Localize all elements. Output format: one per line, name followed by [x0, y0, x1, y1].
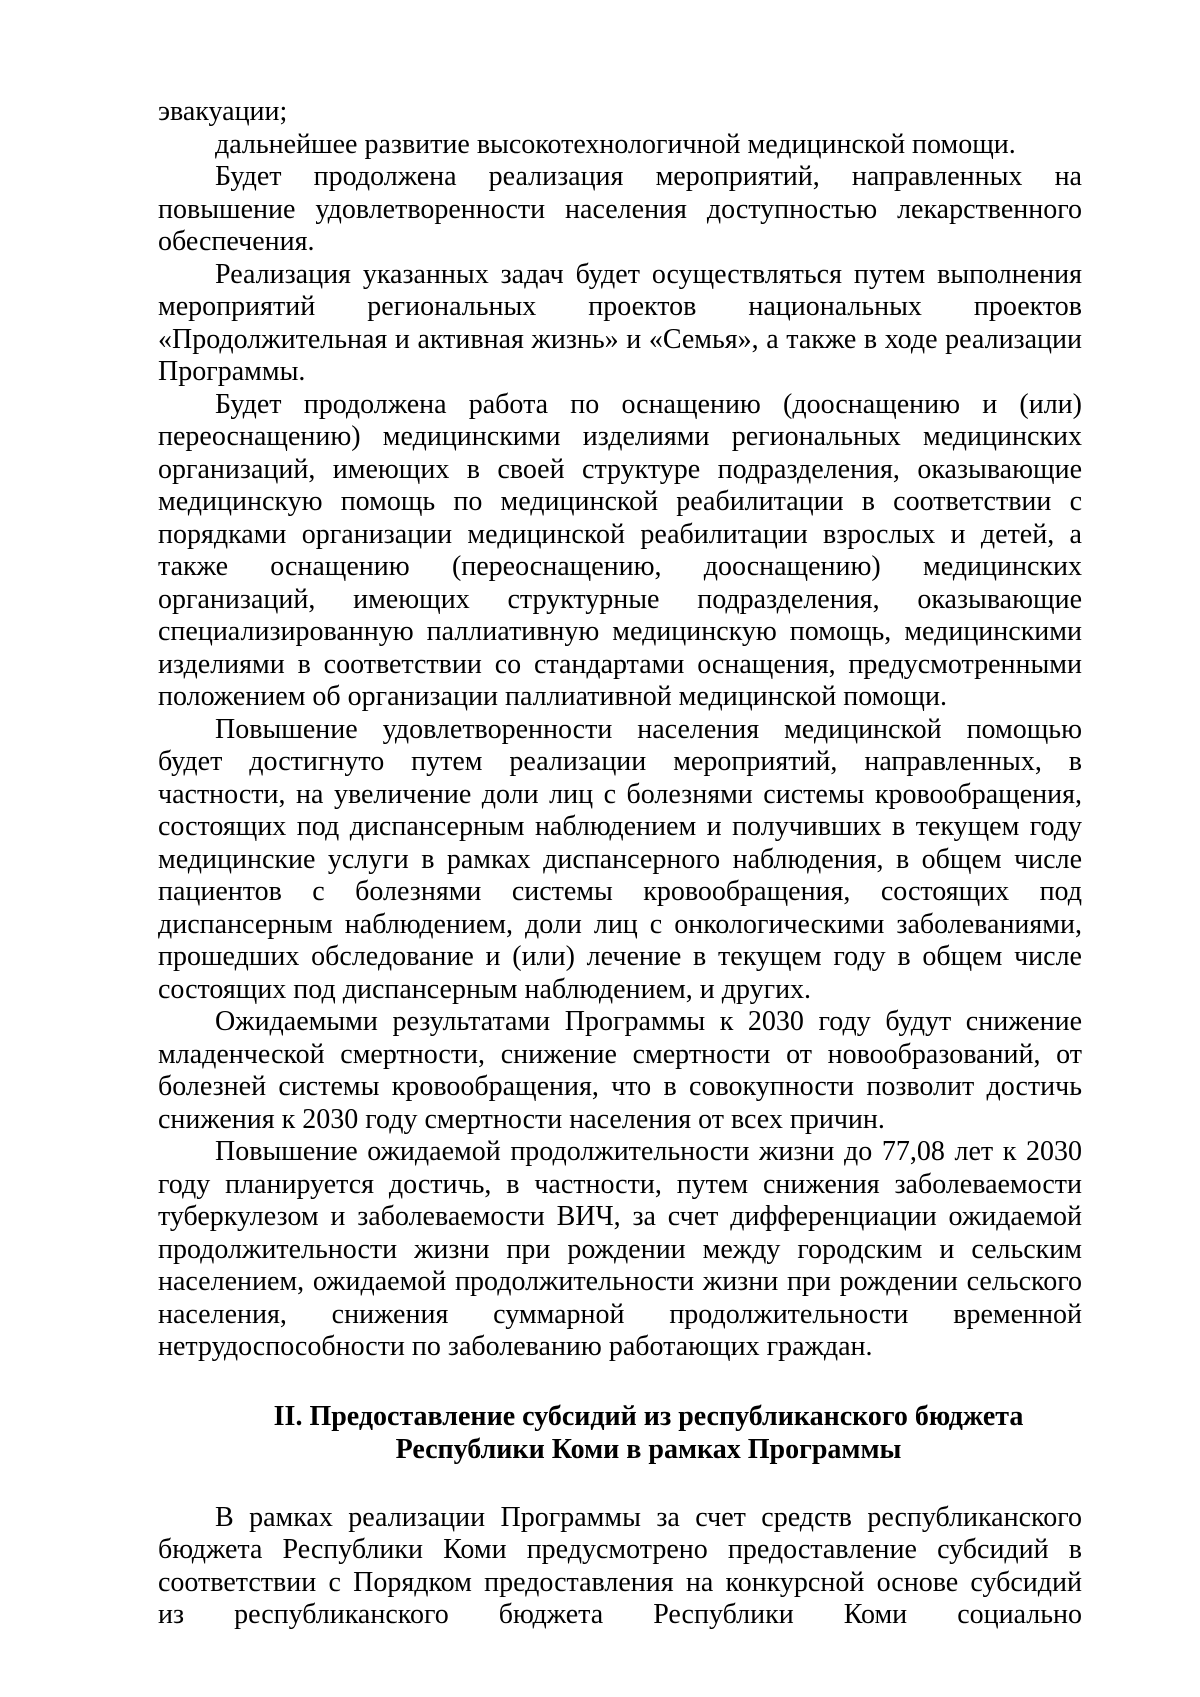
text-line: Реализация указанных задач будет осуществляться путем выполнения: [215, 258, 1082, 290]
text-line: соответствии с Порядком предоставления на конкурсной основе субсидий: [158, 1566, 1082, 1598]
text-line: Ожидаемыми результатами Программы к 2030 году будут снижение: [215, 1006, 1082, 1037]
text-line: бюджета Республики Коми предусмотрено предоставление субсидий в: [158, 1534, 1082, 1565]
text-line: туберкулезом и заболеваемости ВИЧ, за счет дифференциации ожидаемой: [158, 1201, 1082, 1232]
text-line: из республиканского бюджета Республики Коми социально: [158, 1599, 1082, 1630]
text-line: Повышение удовлетворенности населения медицинской помощью: [215, 713, 1082, 745]
text-line: дальнейшее развитие высокотехнологичной медицинской помощи.: [215, 128, 1016, 160]
text-line: «Продолжительная и активная жизнь» и «Семья», а также в ходе реализации: [158, 323, 1082, 355]
text-line: нетрудоспособности по заболеванию работающих граждан.: [158, 1331, 873, 1362]
text-line: пациентов с болезнями системы кровообращения, состоящих под: [158, 876, 1082, 907]
text-line: младенческой смертности, снижение смертности от новообразований, от: [158, 1038, 1082, 1070]
text-line: Будет продолжена работа по оснащению (дооснащению и (или): [215, 388, 1082, 420]
text-line: организаций, имеющих структурные подразделения, оказывающие: [158, 583, 1082, 615]
text-line: Программы.: [158, 356, 306, 387]
text-line: состоящих под диспансерным наблюдением и получивших в текущем году: [158, 811, 1082, 842]
text-line: изделиями в соответствии со стандартами оснащения, предусмотренными: [158, 648, 1082, 680]
paragraph: [158, 161, 1082, 259]
text-line: населением, ожидаемой продолжительности жизни при рождении сельского: [158, 1266, 1082, 1297]
text-line: также оснащению (переоснащению, дооснащению) медицинских: [158, 551, 1082, 582]
paragraph: [158, 96, 1082, 129]
section-heading-line-2: Республики Коми в рамках Программы: [395, 1433, 902, 1465]
text-line: обеспечения.: [158, 226, 315, 257]
document-page: [158, 96, 1082, 1632]
text-line: специализированную паллиативную медицинскую помощь, медицинскими: [158, 616, 1082, 647]
text-line: В рамках реализации Программы за счет средств республиканского: [215, 1501, 1082, 1533]
text-line: болезней системы кровообращения, что в совокупности позволит достичь: [158, 1071, 1082, 1102]
text-line: снижения к 2030 году смертности населения от всех причин.: [158, 1103, 885, 1135]
text-line: медицинскую помощь по медицинской реабилитации в соответствии с: [158, 486, 1082, 517]
text-line: организаций, имеющих в своей структуре подразделения, оказывающие: [158, 453, 1082, 485]
text-line: Будет продолжена реализация мероприятий, направленных на: [215, 161, 1082, 192]
text-line: эвакуации;: [158, 96, 288, 127]
section-heading-line-1: II. Предоставление субсидий из республиканского бюджета: [273, 1400, 1024, 1432]
paragraph: [158, 1136, 1082, 1364]
text-line: порядками организации медицинской реабилитации взрослых и детей, а: [158, 518, 1082, 550]
section-heading: [158, 1400, 1082, 1466]
paragraph: [158, 714, 1082, 1007]
text-line: прошедших обследование и (или) лечение в текущем году в общем числе: [158, 941, 1082, 972]
text-line: диспансерным наблюдением, доли лиц с онкологическими заболеваниями,: [158, 908, 1082, 940]
text-line: частности, на увеличение доли лиц с болезнями системы кровообращения,: [158, 778, 1082, 810]
text-line: повышение удовлетворенности населения доступностью лекарственного: [158, 193, 1082, 225]
text-line: населения, снижения суммарной продолжительности временной: [158, 1298, 1082, 1330]
paragraph: [158, 1006, 1082, 1136]
paragraph: [158, 389, 1082, 714]
text-line: положением об организации паллиативной медицинской помощи.: [158, 681, 947, 712]
text-line: состоящих под диспансерным наблюдением, и других.: [158, 973, 812, 1005]
body-text-after-heading: [158, 1502, 1082, 1632]
text-line: будет достигнуто путем реализации мероприятий, направленных, в: [158, 746, 1082, 777]
paragraph: [158, 259, 1082, 389]
body-text-before-heading: [158, 96, 1082, 1364]
text-line: Повышение ожидаемой продолжительности жизни до 77,08 лет к 2030: [215, 1136, 1082, 1167]
text-line: медицинские услуги в рамках диспансерного наблюдения, в общем числе: [158, 843, 1082, 875]
paragraph: [158, 129, 1082, 162]
paragraph: [158, 1502, 1082, 1632]
text-line: мероприятий региональных проектов национальных проектов: [158, 291, 1082, 322]
text-line: продолжительности жизни при рождении между городским и сельским: [158, 1233, 1082, 1265]
text-line: переоснащению) медицинскими изделиями региональных медицинских: [158, 421, 1082, 452]
text-line: году планируется достичь, в частности, путем снижения заболеваемости: [158, 1168, 1082, 1200]
